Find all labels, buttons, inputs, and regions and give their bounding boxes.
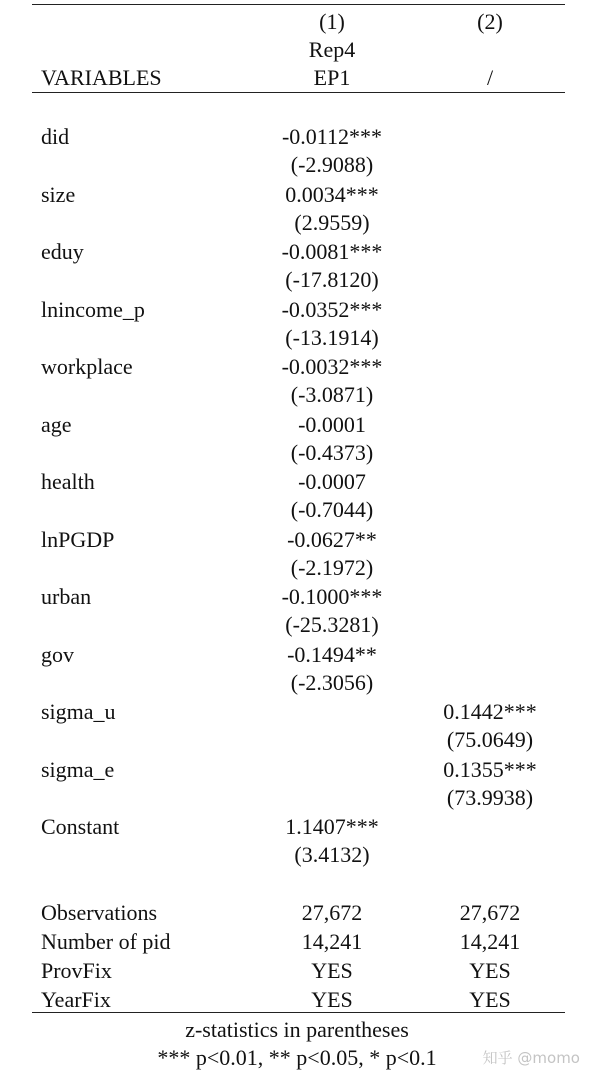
col2-stat-value: 27,672 [459, 900, 521, 925]
col2-stat-value: YES [469, 958, 511, 983]
col1-stat-value: YES [311, 987, 353, 1012]
stat-label: Number of pid [41, 929, 171, 954]
variable-label: Constant [41, 814, 120, 839]
variable-label: age [41, 411, 72, 437]
col2-number: (2) [477, 9, 503, 34]
col1-coefficient: -0.0627** [287, 526, 377, 552]
variable-label: health [41, 469, 95, 494]
col1-zstat: (-3.0871) [290, 382, 374, 407]
col1-coefficient: -0.0112*** [281, 124, 382, 149]
col1-coefficient: -0.1494** [287, 641, 377, 667]
stat-label: Observations [41, 900, 158, 925]
col1-zstat: (-0.7044) [290, 497, 374, 522]
col1-stat-value: 14,241 [301, 929, 363, 954]
table-note-significance: *** p<0.01, ** p<0.05, * p<0.1 [157, 1045, 437, 1070]
variable-label: size [41, 181, 76, 207]
variable-label: sigma_e [41, 756, 115, 782]
variable-label: sigma_u [41, 699, 116, 724]
col1-zstat: (-0.4373) [290, 439, 374, 465]
col1-coefficient: -0.0352*** [281, 296, 383, 322]
col1-zstat: (-2.1972) [290, 554, 374, 580]
col1-dependent: EP1 [313, 65, 351, 90]
col1-number: (1) [319, 9, 345, 34]
col2-stat-value: YES [469, 987, 511, 1012]
col1-coefficient: -0.1000*** [281, 584, 383, 609]
col2-coefficient: 0.1442*** [443, 699, 537, 724]
variable-label: lnincome_p [41, 296, 145, 322]
col2-dependent: / [486, 65, 494, 90]
watermark: 知乎 @momo [482, 1049, 580, 1067]
col1-zstat: (3.4132) [294, 842, 370, 867]
variable-label: workplace [41, 354, 133, 379]
stat-label: ProvFix [41, 958, 112, 983]
col1-coefficient: 0.0034*** [285, 181, 379, 207]
col1-coefficient: 1.1407*** [285, 814, 379, 839]
col2-coefficient: 0.1355*** [443, 756, 537, 782]
col1-stat-value: 27,672 [301, 900, 363, 925]
col1-model: Rep4 [308, 37, 356, 62]
header-rule [32, 92, 565, 93]
stat-label: YearFix [41, 987, 111, 1012]
col2-zstat: (73.9938) [446, 784, 534, 810]
col1-zstat: (-25.3281) [285, 612, 379, 637]
variable-label: eduy [41, 239, 84, 264]
col1-coefficient: -0.0007 [298, 469, 366, 494]
col2-stat-value: 14,241 [459, 929, 521, 954]
variables-label: VARIABLES [41, 65, 162, 90]
col1-zstat: (-2.3056) [290, 669, 374, 695]
col1-zstat: (2.9559) [294, 209, 370, 235]
variable-label: gov [41, 641, 74, 667]
col2-zstat: (75.0649) [446, 727, 534, 752]
table-note-z: z-statistics in parentheses [185, 1017, 409, 1042]
top-rule [32, 4, 565, 5]
col1-zstat: (-13.1914) [285, 324, 379, 350]
variable-label: lnPGDP [41, 526, 115, 552]
variable-label: urban [41, 584, 92, 609]
col1-coefficient: -0.0081*** [281, 239, 383, 264]
col1-coefficient: -0.0032*** [281, 354, 383, 379]
bottom-rule [32, 1012, 565, 1013]
col1-zstat: (-2.9088) [290, 152, 374, 177]
col1-stat-value: YES [311, 958, 353, 983]
variable-label: did [41, 124, 70, 149]
col1-zstat: (-17.8120) [285, 267, 379, 292]
col1-coefficient: -0.0001 [298, 411, 366, 437]
